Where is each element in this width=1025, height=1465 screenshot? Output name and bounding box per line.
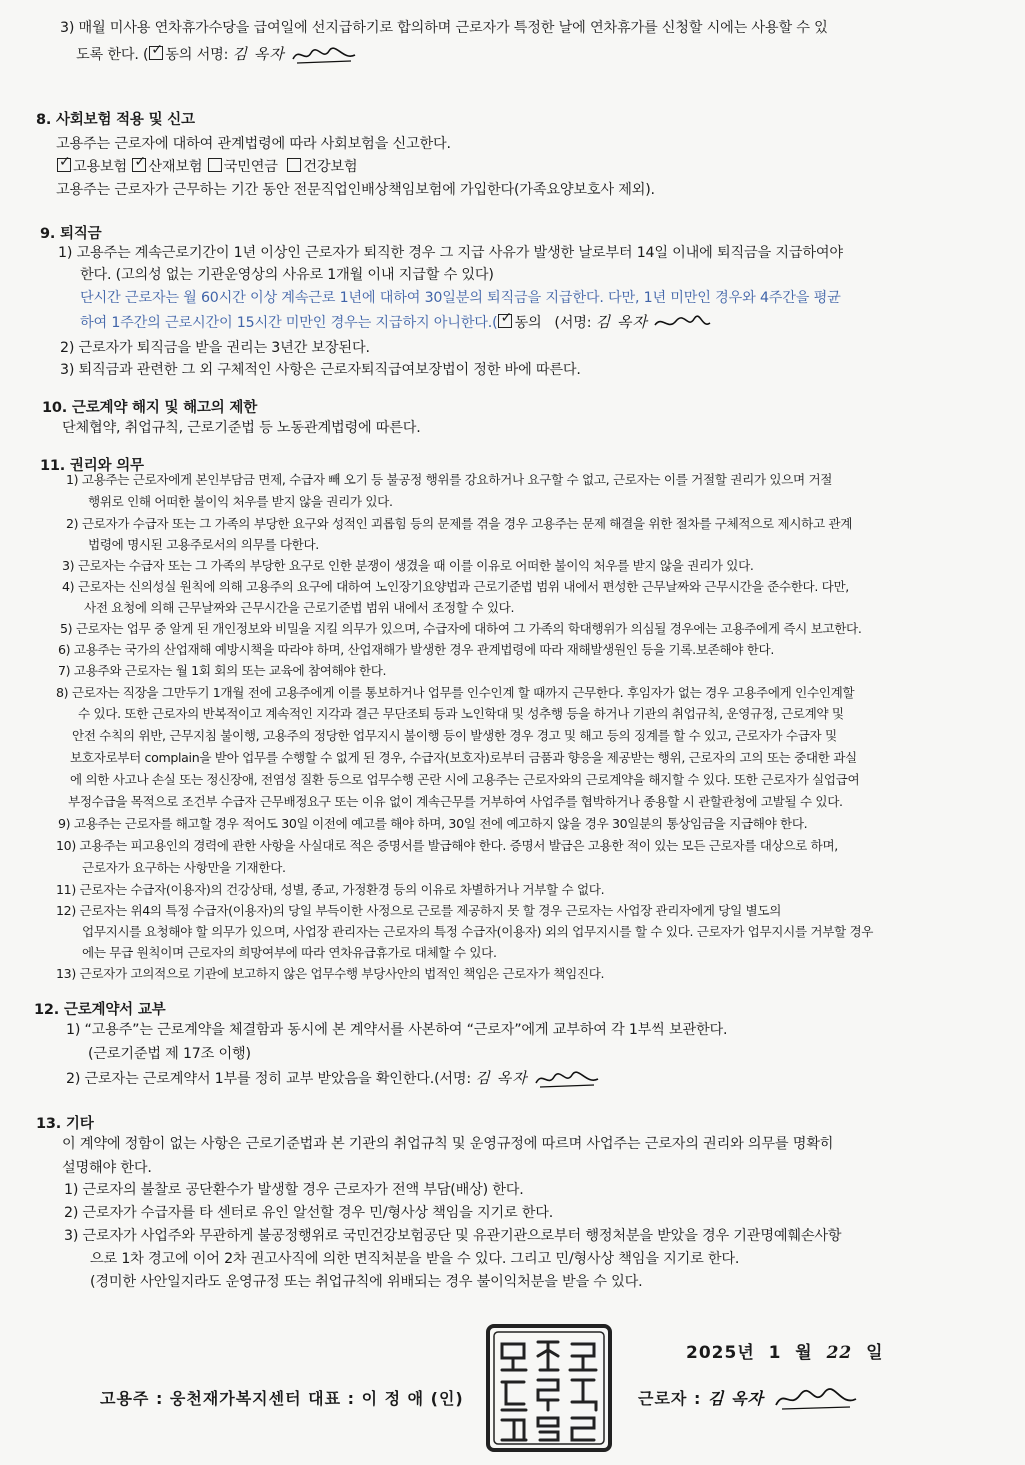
sec9-l3: 단시간 근로자는 월 60시간 이상 계속근로 1년에 대하여 30일분의 퇴직금을 지급한다. 다만, 1년 미만인 경우와 4주간을 평균 [80, 290, 841, 306]
sec12-l3-text: 2) 근로자는 근로계약서 1부를 정히 교부 받았음을 확인한다.(서명: [66, 1071, 472, 1087]
sec12-title: 12. 근로계약서 교부 [34, 1002, 166, 1018]
sec8-line3: 고용주는 근로자가 근무하는 기간 동안 전문직업인배상책임보험에 가입한다(가족요양보호사 제외). [56, 182, 655, 198]
sec12-l2: (근로기준법 제 17조 이행) [88, 1046, 251, 1062]
sec11-line: 7) 고용주와 근로자는 월 1회 회의 또는 교육에 참여해야 한다. [58, 663, 387, 678]
sec8-line1: 고용주는 근로자에 대하여 관계법령에 따라 사회보험을 신고한다. [56, 136, 451, 152]
sec7-line2-post: 동의 서명: [165, 47, 229, 63]
agree-checkbox-sec7[interactable] [149, 42, 163, 60]
signature-scribble-icon [289, 45, 359, 65]
date-month: 1 [768, 1343, 782, 1363]
sec13-l1: 이 계약에 정함이 없는 사항은 근로기준법과 본 기관의 취업규칙 및 운영규정에 따르며 사업주는 근로자의 권리와 의무를 명확히 [62, 1136, 834, 1152]
sec13-l6: 으로 1차 경고에 이어 2차 권고사직에 의한 면직처분을 받을 수 있다. 그리고 민/형사상 책임을 지기로 한다. [90, 1251, 740, 1267]
sec11-line: 에는 무급 원칙이며 근로자의 희망여부에 따라 연차유급휴가로 대체할 수 있다. [82, 945, 497, 960]
signature-sec9: 김 옥자 [595, 313, 648, 331]
sec13-l4: 2) 근로자가 수급자를 타 센터로 유인 알선할 경우 민/형사상 책임을 지기로 한다. [64, 1205, 554, 1221]
date-year: 2025년 [686, 1343, 755, 1363]
sec13-l7: (경미한 사안일지라도 운영규정 또는 취업규칙에 위배되는 경우 불이익처분을 받을 수 있다. [90, 1274, 643, 1290]
signature-scribble-icon [770, 1387, 860, 1413]
signature-scribble-icon [532, 1069, 602, 1089]
sec7-line1: 3) 매월 미사용 연차휴가수당을 급여일에 선지급하기로 합의하며 근로자가 특정한 날에 연차휴가를 신청할 시에는 사용할 수 있 [60, 20, 828, 36]
check-mark-icon: ✓ [500, 310, 512, 326]
sec11-line: 근로자가 요구하는 사항만을 기재한다. [82, 860, 286, 875]
sec9-agree-label: 동의 [514, 315, 542, 331]
sec7-line2-pre: 도록 한다. ( [76, 47, 149, 63]
sec13-l3: 1) 근로자의 불찰로 공단환수가 발생할 경우 근로자가 전액 부담(배상) 한다. [64, 1182, 524, 1198]
sec11-line: 안전 수칙의 위반, 근무지침 불이행, 고용주의 정당한 업무지시 불이행 등이 발생한 경우 경고 및 해고 등의 징계를 할 수 있고, 근로자가 수급자 및 [72, 728, 837, 743]
date-day-unit: 일 [866, 1343, 884, 1363]
sec11-line: 11) 근로자는 수급자(이용자)의 건강상태, 성별, 종교, 가정환경 등의 이유로 차별하거나 거부할 수 없다. [56, 882, 605, 897]
sec11-line: 수 있다. 또한 근로자의 반복적이고 계속적인 지각과 결근 무단조퇴 등과 노인학대 및 성추행 등을 하거나 기관의 취업규칙, 운영규정, 근로계약 및 [78, 706, 844, 721]
sec11-line: 6) 고용주는 국가의 산업재해 예방시책을 따라야 하며, 산업재해가 발생한 경우 관계법령에 따라 재해발생원인 등을 기록.보존해야 한다. [58, 642, 775, 657]
sec11-line: 13) 근로자가 고의적으로 기관에 보고하지 않은 업무수행 부당사안의 법적인 책임은 근로자가 책임진다. [56, 966, 605, 981]
sec11-line: 부정수급을 목적으로 조건부 수급자 근무배정요구 또는 이유 없이 계속근무를 거부하여 사업주를 협박하거나 종용할 시 관할관청에 고발될 수 있다. [68, 794, 843, 809]
check-mark-icon: ✓ [134, 154, 146, 170]
sec12-l1: 1) “고용주”는 근로계약을 체결함과 동시에 본 계약서를 사본하여 “근로자”에게 교부하여 각 1부씩 보관한다. [66, 1022, 728, 1038]
sec11-line: 2) 근로자가 수급자 또는 그 가족의 부당한 요구와 성적인 괴롭힘 등의 문제를 겪을 경우 고용주는 문제 해결을 위한 절차를 구체적으로 제시하고 관계 [66, 516, 853, 531]
signature-worker: 김 옥자 [707, 1389, 764, 1408]
sec11-line: 10) 고용주는 피고용인의 경력에 관한 사항을 사실대로 적은 증명서를 발급해야 한다. 증명서 발급은 고용한 적이 있는 모든 근로자를 대상으로 하며, [56, 838, 838, 853]
checkbox-industrial-insurance[interactable] [132, 154, 146, 172]
sec9-l2: 한다. (고의성 없는 기관운영상의 사유로 1개월 이내 지급할 수 있다) [80, 267, 494, 283]
sec9-l4 [80, 312, 712, 333]
label-industrial-insurance: 산재보험 [148, 159, 203, 175]
label-health-insurance: 건강보험 [303, 159, 358, 175]
sec10-l1: 단체협약, 취업규칙, 근로기준법 등 노동관계법령에 따른다. [62, 420, 421, 436]
sec11-line: 법령에 명시된 고용주로서의 의무를 다한다. [88, 537, 319, 552]
signature-sec7: 김 옥자 [232, 45, 285, 63]
sec11-line: 1) 고용주는 근로자에게 본인부담금 면제, 수급자 빼 오기 등 불공정 행위를 강요하거나 요구할 수 없고, 근로자는 이를 거절할 권리가 있으며 거절 [66, 472, 833, 487]
sec11-line: 업무지시를 요청해야 할 의무가 있으며, 사업장 관리자는 근로자의 특정 수급자(이용자) 외의 업무지시를 할 수 있다. 근로자가 업무지시를 거부할 경우 [82, 924, 874, 939]
checkbox-health-insurance[interactable] [287, 158, 301, 172]
sec13-l2: 설명해야 한다. [62, 1160, 152, 1176]
signature-scribble-icon [652, 313, 712, 333]
sec9-l5: 2) 근로자가 퇴직금을 받을 권리는 3년간 보장된다. [60, 340, 370, 356]
sec11-line: 8) 근로자는 직장을 그만두기 1개월 전에 고용주에게 이를 통보하거나 업무를 인수인계 할 때까지 근무한다. 후임자가 없는 경우 고용주에게 인수인계할 [56, 685, 855, 700]
sec10-title: 10. 근로계약 해지 및 해고의 제한 [42, 400, 258, 416]
sec9-l1: 1) 고용주는 계속근로기간이 1년 이상인 근로자가 퇴직한 경우 그 지급 사유가 발생한 날로부터 14일 이내에 퇴직금을 지급하여야 [58, 245, 843, 261]
sec12-l3 [66, 1068, 602, 1089]
checkbox-pension[interactable] [208, 158, 222, 172]
sec11-line: 9) 고용주는 근로자를 해고할 경우 적어도 30일 이전에 예고를 해야 하며, 30일 전에 예고하지 않을 경우 30일분의 통상임금을 지급해야 한다. [58, 816, 808, 831]
sec11-line: 에 의한 사고나 손실 또는 정신장애, 전염성 질환 등으로 업무수행 곤란 시에 고용주는 근로자와의 근로계약을 해지할 수 있다. 또한 근로자가 실업급여 [70, 772, 860, 787]
sec11-title: 11. 권리와 의무 [40, 458, 144, 474]
date-month-unit: 월 [795, 1343, 813, 1363]
checkbox-employment-insurance[interactable] [57, 154, 71, 172]
worker-signature-line [638, 1386, 860, 1413]
sec9-sign-label: (서명: [554, 315, 592, 331]
sec9-title: 9. 퇴직금 [40, 226, 102, 242]
sec13-l5: 3) 근로자가 사업주와 무관하게 불공정행위로 국민건강보험공단 및 유관기관으로부터 행정처분을 받았을 경우 기관명예훼손사항 [64, 1228, 842, 1244]
sec7-line2 [76, 44, 359, 65]
sec8-title: 8. 사회보험 적용 및 신고 [36, 112, 195, 128]
sec11-line: 사전 요청에 의해 근무날짜와 근무시간을 근로기준법 범위 내에서 조정할 수 있다. [84, 600, 515, 615]
sec11-line: 12) 근로자는 위4의 특정 수급자(이용자)의 당일 부득이한 사정으로 근로를 제공하지 못 할 경우 근로자는 사업장 관리자에게 당일 별도의 [56, 903, 782, 918]
sec13-title: 13. 기타 [36, 1116, 94, 1132]
company-seal-icon [484, 1322, 614, 1454]
sec11-line: 행위로 인해 어떠한 불이익 처우를 받지 않을 권리가 있다. [88, 494, 393, 509]
contract-date [686, 1338, 884, 1363]
sec8-insurance-list [56, 154, 358, 177]
label-pension: 국민연금 [223, 159, 278, 175]
employer-info: 고용주 : 웅천재가복지센터 대표 : 이 정 애 (인) [100, 1389, 464, 1408]
sec11-line: 3) 근로자는 수급자 또는 그 가족의 부당한 요구로 인한 분쟁이 생겼을 때 이를 이유로 어떠한 불이익 처우를 받지 않을 권리가 있다. [62, 558, 754, 573]
sec11-line: 4) 근로자는 신의성실 원칙에 의해 고용주의 요구에 대하여 노인장기요양법과 근로기준법 범위 내에서 편성한 근무날짜와 근무시간을 준수한다. 다만, [62, 579, 849, 594]
worker-label: 근로자 : [638, 1389, 702, 1408]
sec11-line: 보호자로부터 complain을 받아 업무를 수행할 수 없게 된 경우, 수급자(보호자)로부터 금품과 향응을 제공받는 행위, 근로자의 고의 또는 중대한 과실 [70, 750, 857, 765]
sec9-l4-text: 하여 1주간의 근로시간이 15시간 미만인 경우는 지급하지 아니한다.( [80, 315, 498, 331]
date-day: 22 [826, 1343, 853, 1363]
label-employment-insurance: 고용보험 [73, 159, 128, 175]
check-mark-icon: ✓ [151, 42, 163, 58]
check-mark-icon: ✓ [59, 154, 71, 170]
signature-sec12: 김 옥자 [475, 1069, 528, 1087]
sec9-l6: 3) 퇴직금과 관련한 그 외 구체적인 사항은 근로자퇴직급여보장법이 정한 바에 따른다. [60, 362, 581, 378]
sec11-line: 5) 근로자는 업무 중 알게 된 개인정보와 비밀을 지킬 의무가 있으며, 수급자에 대하여 그 가족의 학대행위가 의심될 경우에는 고용주에게 즉시 보고한다. [60, 621, 862, 636]
agree-checkbox-sec9[interactable] [498, 310, 512, 328]
